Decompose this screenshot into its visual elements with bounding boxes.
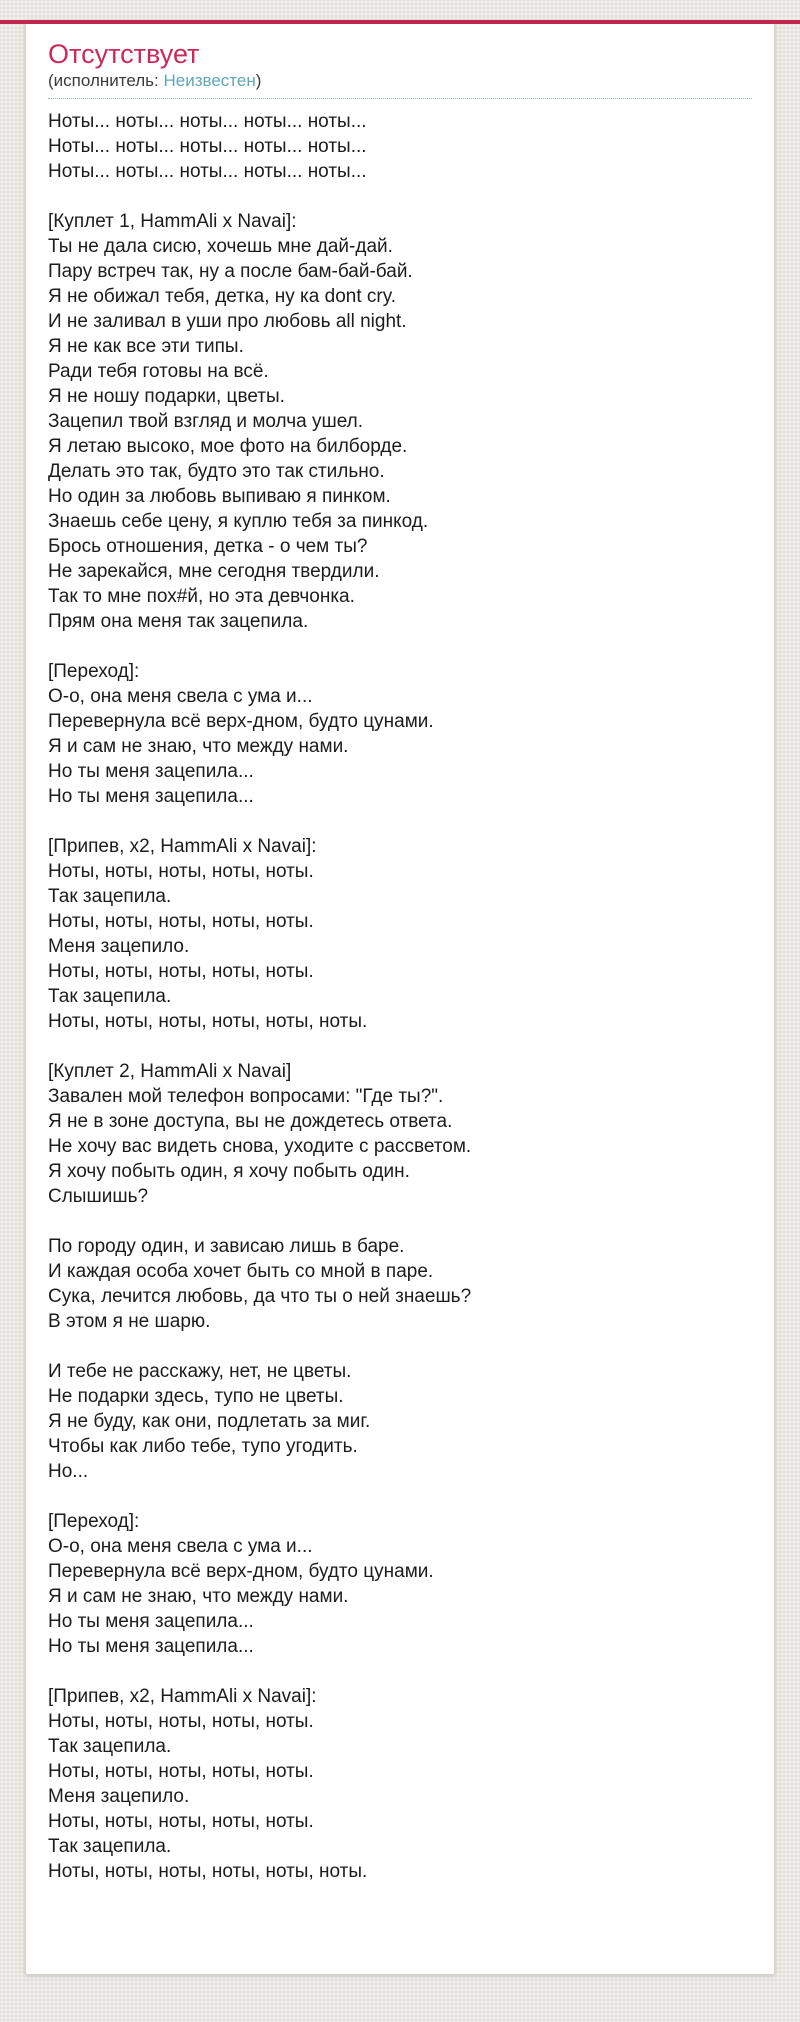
lyrics-line: Прям она меня так зацепила.: [48, 611, 309, 632]
lyrics-line: Завален мой телефон вопросами: "Где ты?".: [48, 1086, 444, 1107]
lyrics-line: Ноты... ноты... ноты... ноты... ноты...: [48, 136, 367, 157]
lyrics-line: Ноты, ноты, ноты, ноты, ноты.: [48, 961, 314, 982]
lyrics-line: Я не ношу подарки, цветы.: [48, 386, 285, 407]
lyrics-line: Я не в зоне доступа, вы не дождетесь ответа.: [48, 1111, 453, 1132]
lyrics-line: Ноты... ноты... ноты... ноты... ноты...: [48, 161, 367, 182]
lyrics-line: Я летаю высоко, мое фото на билборде.: [48, 436, 408, 457]
stanza: [48, 834, 752, 1034]
lyrics-line: Брось отношения, детка - о чем ты?: [48, 536, 368, 557]
lyrics-line: Меня зацепило.: [48, 1786, 190, 1807]
lyrics-line: Так зацепила.: [48, 986, 172, 1007]
lyrics-line: Зацепил твой взгляд и молча ушел.: [48, 411, 363, 432]
lyrics-line: Но ты меня зацепила...: [48, 1636, 254, 1657]
lyrics-line: Ноты, ноты, ноты, ноты, ноты.: [48, 1811, 314, 1832]
lyrics-line: Ноты... ноты... ноты... ноты... ноты...: [48, 111, 367, 132]
lyrics-line: О-о, она меня свела с ума и...: [48, 686, 313, 707]
lyrics-line: Знаешь себе цену, я куплю тебя за пинкод.: [48, 511, 429, 532]
lyrics-line: Не зарекайся, мне сегодня твердили.: [48, 561, 380, 582]
lyrics-line: Ноты, ноты, ноты, ноты, ноты, ноты.: [48, 1011, 368, 1032]
lyrics-line: Я не как все эти типы.: [48, 336, 244, 357]
stanza: [48, 209, 752, 634]
lyrics-line: И не заливал в уши про любовь all night.: [48, 311, 407, 332]
lyrics-line: Сука, лечится любовь, да что ты о ней знаешь?: [48, 1286, 472, 1307]
song-title: Отсутствует: [48, 39, 200, 69]
stanza: [48, 1234, 752, 1334]
lyrics-line: Ты не дала сисю, хочешь мне дай-дай.: [48, 236, 393, 257]
artist-line: [48, 71, 752, 99]
lyrics-line: Я не обижал тебя, детка, ну ка dont cry.: [48, 286, 397, 307]
lyrics-card: [25, 20, 775, 1975]
stanza: [48, 1509, 752, 1659]
lyrics-line: Чтобы как либо тебе, тупо угодить.: [48, 1436, 358, 1457]
artist-label-close: ): [255, 71, 262, 90]
lyrics-line: [Куплет 1, HammAli x Navai]:: [48, 211, 297, 232]
lyrics-line: Не подарки здесь, тупо не цветы.: [48, 1386, 344, 1407]
lyrics-line: Пару встреч так, ну а после бам-бай-бай.: [48, 261, 413, 282]
top-accent-line: [0, 20, 800, 24]
stanza: [48, 1359, 752, 1484]
lyrics-line: В этом я не шарю.: [48, 1311, 211, 1332]
lyrics-line: Я и сам не знаю, что между нами.: [48, 1586, 349, 1607]
stanza: [48, 1059, 752, 1209]
lyrics-line: Ноты, ноты, ноты, ноты, ноты.: [48, 911, 314, 932]
lyrics-line: Но один за любовь выпиваю я пинком.: [48, 486, 391, 507]
lyrics-line: Ноты, ноты, ноты, ноты, ноты.: [48, 861, 314, 882]
artist-label: (исполнитель:: [48, 71, 164, 90]
lyrics-line: О-о, она меня свела с ума и...: [48, 1536, 313, 1557]
lyrics-line: Я и сам не знаю, что между нами.: [48, 736, 349, 757]
lyrics-line: [Припев, x2, HammAli x Navai]:: [48, 1686, 317, 1707]
lyrics-line: Но ты меня зацепила...: [48, 1611, 254, 1632]
lyrics-line: Перевернула всё верх-дном, будто цунами.: [48, 1561, 434, 1582]
lyrics-line: Делать это так, будто это так стильно.: [48, 461, 385, 482]
lyrics-line: Слышишь?: [48, 1186, 149, 1207]
lyrics-line: Я не буду, как они, подлетать за миг.: [48, 1411, 371, 1432]
lyrics-line: Так зацепила.: [48, 886, 172, 907]
lyrics-line: И тебе не расскажу, нет, не цветы.: [48, 1361, 352, 1382]
lyrics-line: Я хочу побыть один, я хочу побыть один.: [48, 1161, 410, 1182]
lyrics-line: Но...: [48, 1461, 89, 1482]
artist-link[interactable]: Неизвестен: [163, 71, 256, 90]
lyrics-line: Ноты, ноты, ноты, ноты, ноты, ноты.: [48, 1861, 368, 1882]
lyrics-line: По городу один, и зависаю лишь в баре.: [48, 1236, 405, 1257]
lyrics-line: И каждая особа хочет быть со мной в паре.: [48, 1261, 434, 1282]
lyrics-line: Перевернула всё верх-дном, будто цунами.: [48, 711, 434, 732]
lyrics-line: Ноты, ноты, ноты, ноты, ноты.: [48, 1761, 314, 1782]
stanza: [48, 1684, 752, 1884]
lyrics-line: [Куплет 2, HammAli x Navai]: [48, 1061, 292, 1082]
lyrics-line: Так зацепила.: [48, 1836, 172, 1857]
lyrics-line: [Переход]:: [48, 661, 140, 682]
lyrics-line: [Припев, x2, HammAli x Navai]:: [48, 836, 317, 857]
stanza: [48, 109, 752, 184]
lyrics-line: Не хочу вас видеть снова, уходите с рассветом.: [48, 1136, 472, 1157]
lyrics-line: Меня зацепило.: [48, 936, 190, 957]
lyrics-text: [48, 109, 752, 1884]
lyrics-line: Но ты меня зацепила...: [48, 786, 254, 807]
lyrics-line: [Переход]:: [48, 1511, 140, 1532]
stanza: [48, 659, 752, 809]
lyrics-line: Ноты, ноты, ноты, ноты, ноты.: [48, 1711, 314, 1732]
lyrics-line: Так то мне пох#й, но эта девчонка.: [48, 586, 355, 607]
lyrics-line: Так зацепила.: [48, 1736, 172, 1757]
lyrics-line: Но ты меня зацепила...: [48, 761, 254, 782]
lyrics-line: Ради тебя готовы на всё.: [48, 361, 269, 382]
